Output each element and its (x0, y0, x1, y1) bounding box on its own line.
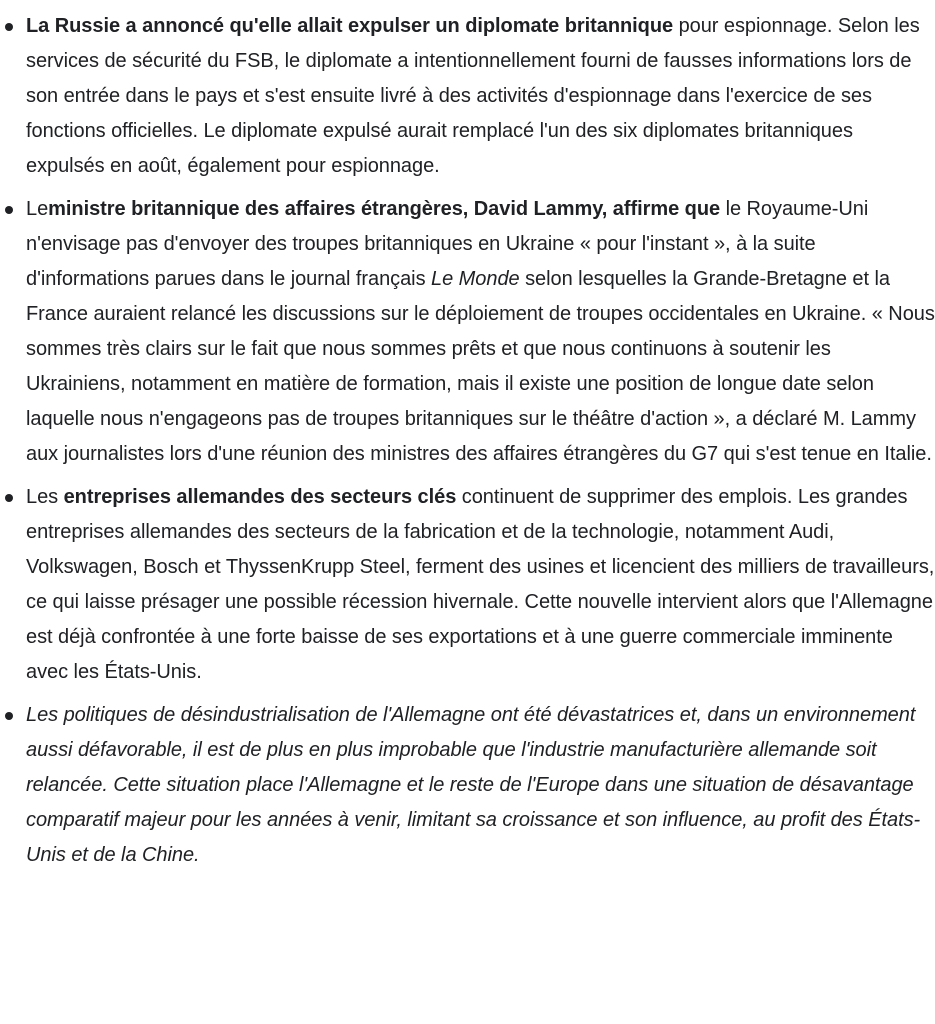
bullet-icon (5, 23, 13, 31)
list-item (0, 192, 935, 472)
bullet-icon (5, 494, 13, 502)
body-text: Le (26, 198, 49, 220)
bullet-icon (5, 206, 13, 214)
body-text: selon lesquelles la Grande-Bretagne et la France auraient relancé les discussions sur le déploiement de troupes occidentales en Ukraine. « Nous sommes très clairs sur le fait que nous sommes prêts et que nous continuons à soutenir les Ukrainiens, notamment en matière de formation, mais il existe une position de longue date selon laquelle nous n'engageons pas de troupes britanniques sur le théâtre d'action », a déclaré M. Lammy aux journalistes lors d'une réunion des ministres des affaires étrangères du G7 qui s'est tenue en Italie. (26, 268, 935, 465)
list-item (0, 698, 935, 873)
headline-text: ministre britannique des affaires étrangères, David Lammy, affirme que (48, 198, 721, 220)
headline-text: La Russie a annoncé qu'elle allait expulser un diplomate britannique (26, 15, 674, 37)
body-text: pour espionnage. Selon les services de sécurité du FSB, le diplomate a intentionnellement fourni de fausses informations lors de son entrée dans le pays et s'est ensuite livré à des activités d'espionnage dans l'exercice de ses fonctions officielles. Le diplomate expulsé aurait remplacé l'un des six diplomates britanniques expulsés en août, également pour espionnage. (26, 15, 920, 177)
list-item (0, 480, 935, 690)
list-item (0, 9, 935, 184)
bullet-icon (5, 712, 13, 720)
body-text: continuent de supprimer des emplois. Les grandes entreprises allemandes des secteurs de la fabrication et de la technologie, notamment Audi, Volkswagen, Bosch et ThyssenKrupp Steel, ferment des usines et licencient des milliers de travailleurs, ce qui laisse présager une possible récession hivernale. Cette nouvelle intervient alors que l'Allemagne est déjà confrontée à une forte baisse de ses exportations et à une guerre commerciale imminente avec les États-Unis. (26, 486, 935, 683)
publication-name: Le Monde (431, 268, 520, 290)
body-text: le Royaume-Uni n'envisage pas d'envoyer des troupes britanniques en Ukraine « pour l'instant », à la suite d'informations parues dans le journal français (26, 198, 869, 290)
headline-text: entreprises allemandes des secteurs clés (63, 486, 457, 508)
commentary-text: Les politiques de désindustrialisation de l'Allemagne ont été dévastatrices et, dans un environnement aussi défavorable, il est de plus en plus improbable que l'industrie manufacturière allemande soit relancée. Cette situation place l'Allemagne et le reste de l'Europe dans une situation de désavantage comparatif majeur pour les années à venir, limitant sa croissance et son influence, au profit des États-Unis et de la Chine. (26, 704, 921, 866)
body-text: Les (26, 486, 64, 508)
